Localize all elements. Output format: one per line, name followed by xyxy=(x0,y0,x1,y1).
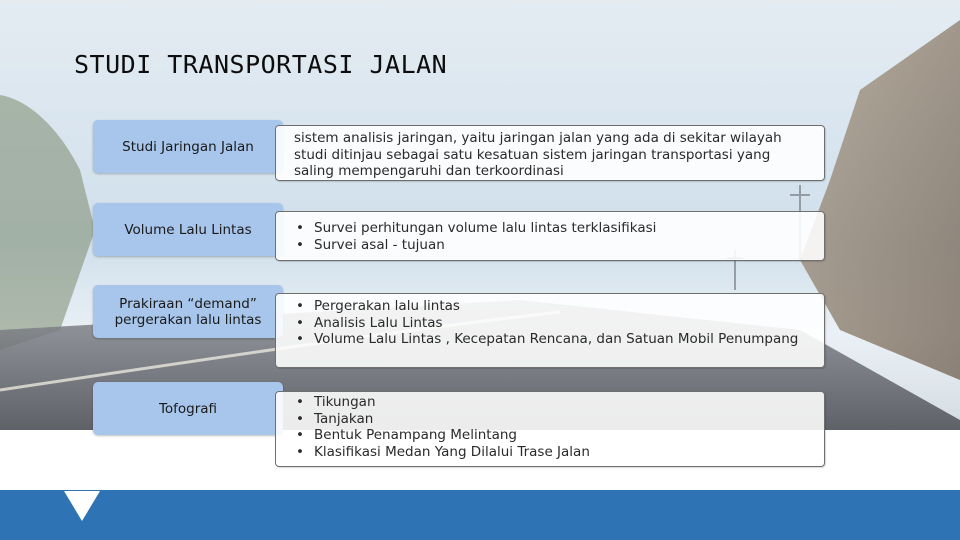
desc-volume-lalu-lintas xyxy=(275,211,825,261)
list-item: • Tikungan xyxy=(314,394,814,411)
label-prakiraan-demand: Prakiraan “demand” pergerakan lalu lintas xyxy=(93,285,283,338)
label-studi-jaringan-jalan: Studi Jaringan Jalan xyxy=(93,120,283,173)
desc-studi-jaringan-jalan xyxy=(275,125,825,181)
list-item: • Analisis Lalu Lintas xyxy=(314,315,814,332)
list-item: • Klasifikasi Medan Yang Dilalui Trase Jalan xyxy=(314,444,814,461)
list-item: • Survei perhitungan volume lalu lintas terklasifikasi xyxy=(314,220,814,237)
desc-tofografi xyxy=(275,391,825,467)
desc-text: sistem analisis jaringan, yaitu jaringan jalan yang ada di sekitar wilayah studi ditinjau sebagai satu kesatuan sistem jaringan transportasi yang saling mempengaruhi dan terkoordinasi xyxy=(294,130,782,179)
triangle-down-icon xyxy=(64,491,100,521)
list-item: • Pergerakan lalu lintas xyxy=(314,298,814,315)
list-item: • Bentuk Penampang Melintang xyxy=(314,427,814,444)
footer-bar xyxy=(0,490,960,540)
page-title: STUDI TRANSPORTASI JALAN xyxy=(74,50,448,79)
list-item: • Volume Lalu Lintas , Kecepatan Rencana, dan Satuan Mobil Penumpang xyxy=(314,331,814,348)
list-item: • Tanjakan xyxy=(314,411,814,428)
desc-prakiraan-demand xyxy=(275,293,825,368)
label-volume-lalu-lintas: Volume Lalu Lintas xyxy=(93,203,283,256)
list-item: • Survei asal - tujuan xyxy=(314,237,814,254)
label-tofografi: Tofografi xyxy=(93,382,283,435)
